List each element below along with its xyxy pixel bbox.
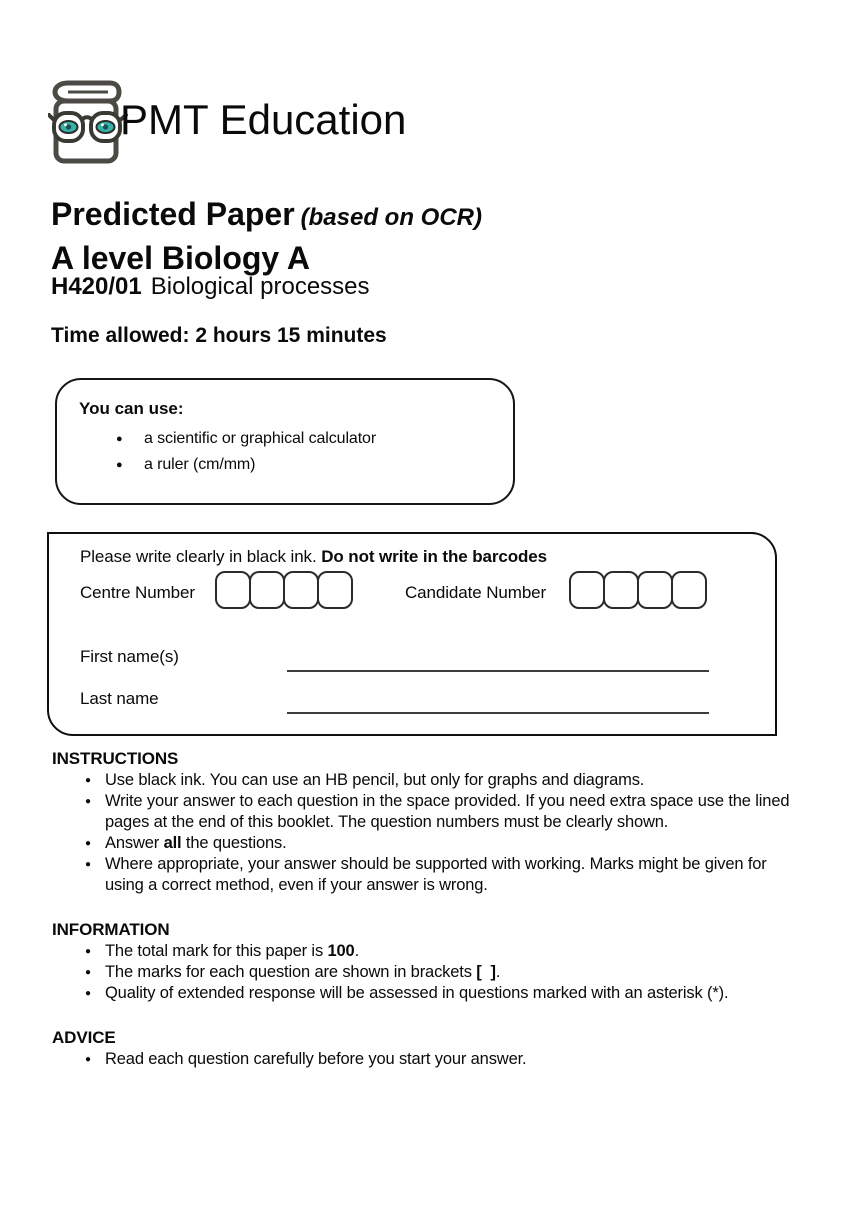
black-ink-notice [80,547,547,567]
text-segment: . [354,942,360,960]
equipment-item: ● a scientific or graphical calculator [144,426,503,452]
section-bullet-list [52,770,796,896]
paper-name: Biological processes [150,273,370,300]
first-name-input-line[interactable] [287,670,709,672]
section-heading: INSTRUCTIONS [52,749,179,768]
bullet-item [105,770,796,791]
centre-number-cell[interactable] [249,571,285,609]
last-name-input-line[interactable] [287,712,709,714]
bullet-item [105,791,796,833]
text-segment: Do not write in the barcodes [321,547,547,566]
bullet-item [105,1049,796,1070]
book-with-glasses-icon [48,75,130,165]
text-segment: The marks for each question are shown in brackets [105,963,477,981]
centre-number-cell[interactable] [317,571,353,609]
equipment-item: ● a ruler (cm/mm) [144,452,503,478]
text-segment: Answer [105,834,164,852]
paper-code-line [51,272,370,302]
bullet-item [105,854,796,896]
text-segment: . [495,963,501,981]
equipment-box [55,378,515,505]
section-heading: INFORMATION [52,920,170,939]
candidate-number-cell[interactable] [637,571,673,609]
brand-header [48,76,406,164]
notice-section [52,1027,796,1070]
candidate-number-cell[interactable] [671,571,707,609]
paper-code: H420/01 [51,273,142,300]
bullet-item [105,962,796,983]
text-segment: Use black ink. You can use an HB pencil, but only for graphs and diagrams. [105,771,645,789]
section-bullet-list [52,941,796,1004]
text-segment: 100 [327,942,355,960]
section-bullet-list [52,1049,796,1070]
paper-title-line [51,195,482,237]
text-segment: Write your answer to each question in the space provided. If you need extra space use the lined pages at the end of this booklet. The question numbers must be clearly shown. [105,792,794,831]
subject-title: A level Biology A [51,240,311,277]
paper-title: Predicted Paper [51,196,295,233]
bullet-item [105,833,796,854]
bullet-item [105,941,796,962]
notice-sections [52,748,796,1093]
candidate-details-box [47,532,777,736]
text-segment: Please write clearly in black ink. [80,547,322,566]
notice-section [52,748,796,896]
text-segment: Read each question carefully before you start your answer. [105,1050,527,1068]
centre-number-cell[interactable] [283,571,319,609]
candidate-number-label: Candidate Number [405,583,547,602]
candidate-number-cell[interactable] [569,571,605,609]
last-name-label: Last name [80,689,159,708]
candidate-number-cell[interactable] [603,571,639,609]
text-segment: Where appropriate, your answer should be supported with working. Marks might be given for using a correct method, even if your answer is wrong. [105,855,772,894]
time-allowed: Time allowed: 2 hours 15 minutes [51,324,387,347]
notice-section [52,919,796,1004]
text-segment: Quality of extended response will be assessed in questions marked with an asterisk (*). [105,984,729,1002]
text-segment: all [163,834,182,852]
centre-number-cells [215,571,353,609]
text-segment: The total mark for this paper is [105,942,328,960]
bullet-item [105,983,796,1004]
candidate-number-cells [569,571,707,609]
text-segment: the questions. [181,834,287,852]
first-name-label: First name(s) [80,647,179,666]
paper-title-basis: (based on OCR) [300,204,482,232]
centre-number-cell[interactable] [215,571,251,609]
section-heading: ADVICE [52,1028,116,1047]
equipment-list [79,426,503,478]
brand-name: PMT Education [120,96,407,143]
equipment-heading: You can use: [79,399,184,418]
text-segment: [ ] [476,963,496,981]
centre-number-label: Centre Number [80,583,195,602]
